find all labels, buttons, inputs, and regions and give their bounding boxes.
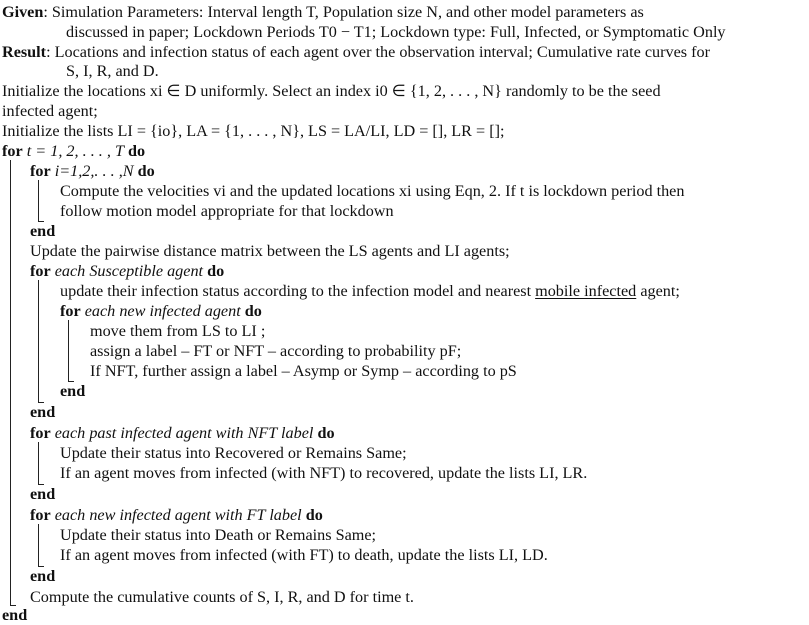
susceptible-loop-rule	[38, 280, 39, 403]
end-keyword: end	[30, 403, 56, 421]
result-keyword: Result	[2, 43, 47, 61]
susceptible-loop-tick	[38, 402, 44, 403]
given-text: : Simulation Parameters: Interval length T, Population size N, and other model parameters as	[43, 3, 644, 21]
for-keyword: for	[30, 506, 51, 524]
for-keyword: for	[60, 302, 81, 320]
infection-update-text: update their infection status according to the infection model and nearest	[60, 282, 536, 300]
result-text: : Locations and infection status of each agent over the observation interval; Cumulative rate curves for	[46, 43, 710, 61]
distance-line: Update the pairwise distance matrix between the LS agents and LI agents;	[30, 242, 510, 260]
infection-update-line	[60, 281, 680, 301]
do-keyword: do	[128, 142, 146, 160]
result-line-2: S, I, R, and D.	[66, 62, 159, 80]
do-keyword: do	[305, 506, 323, 524]
agent-for-line	[30, 161, 155, 181]
agent-loop-tick	[38, 221, 44, 222]
new-infected-for-line	[60, 301, 262, 321]
agent-loop-condition: i=1,2,. . . ,N	[54, 162, 134, 180]
assign-symp-line: If NFT, further assign a label – Asymp or Symp – according to pS	[90, 362, 517, 380]
susceptible-for-line	[30, 261, 224, 281]
end-keyword: end	[30, 567, 56, 585]
ft-infected-loop-condition: each new infected agent with FT label	[54, 506, 302, 524]
outer-loop-condition: t = 1, 2, . . . , T	[26, 142, 124, 160]
susceptible-loop-condition: each Susceptible agent	[54, 262, 204, 280]
mobile-infected-text: mobile infected	[535, 282, 637, 300]
given-keyword: Given	[2, 3, 44, 21]
for-keyword: for	[30, 262, 51, 280]
recover-line-2: If an agent moves from infected (with NFT) to recovered, update the lists LI, LR.	[60, 464, 588, 482]
death-line-1: Update their status into Death or Remains Same;	[60, 526, 377, 544]
ft-infected-loop-rule	[38, 524, 39, 567]
infection-update-tail: agent;	[636, 282, 680, 300]
ft-infected-loop-tick	[38, 566, 44, 567]
assign-ft-line: assign a label – FT or NFT – according to probability pF;	[90, 342, 462, 360]
init-line-3: Initialize the lists LI = {io}, LA = {1, . . . , N}, LS = LA/LI, LD = [], LR = [];	[2, 122, 505, 140]
do-keyword: do	[317, 424, 335, 442]
outer-loop-tick	[10, 605, 16, 606]
new-infected-loop-condition: each new infected agent	[84, 302, 241, 320]
for-keyword: for	[30, 162, 51, 180]
ft-infected-for-line	[30, 505, 323, 525]
move-line: move them from LS to LI ;	[90, 322, 266, 340]
outer-loop-rule	[10, 160, 11, 606]
past-infected-loop-condition: each past infected agent with NFT label	[54, 424, 314, 442]
for-keyword: for	[30, 424, 51, 442]
new-infected-loop-tick	[68, 381, 74, 382]
for-keyword: for	[2, 142, 23, 160]
end-keyword: end	[2, 606, 28, 624]
new-infected-loop-rule	[68, 320, 69, 382]
recover-line-1: Update their status into Recovered or Remains Same;	[60, 444, 407, 462]
do-keyword: do	[137, 162, 155, 180]
past-infected-for-line	[30, 423, 335, 443]
end-keyword: end	[30, 222, 56, 240]
given-line-1	[2, 2, 644, 22]
death-line-2: If an agent moves from infected (with FT) to death, update the lists LI, LD.	[60, 546, 548, 564]
init-line-1: Initialize the locations xi ∈ D uniformly. Select an index i0 ∈ {1, 2, . . . , N} randomly to be the seed	[2, 82, 661, 100]
outer-for-line	[2, 141, 145, 161]
given-line-2: discussed in paper; Lockdown Periods T0 − T1; Lockdown type: Full, Infected, or Symptomatic Only	[66, 23, 726, 41]
result-line-1	[2, 42, 710, 62]
velocity-line-1: Compute the velocities vi and the updated locations xi using Eqn, 2. If t is lockdown period then	[60, 182, 685, 200]
do-keyword: do	[244, 302, 262, 320]
end-keyword: end	[60, 382, 86, 400]
agent-loop-rule	[38, 180, 39, 222]
velocity-line-2: follow motion model appropriate for that lockdown	[60, 202, 394, 220]
past-infected-loop-rule	[38, 442, 39, 485]
past-infected-loop-tick	[38, 484, 44, 485]
init-line-2: infected agent;	[2, 102, 98, 120]
end-keyword: end	[30, 485, 56, 503]
cumulative-line: Compute the cumulative counts of S, I, R, and D for time t.	[30, 588, 414, 606]
do-keyword: do	[207, 262, 225, 280]
